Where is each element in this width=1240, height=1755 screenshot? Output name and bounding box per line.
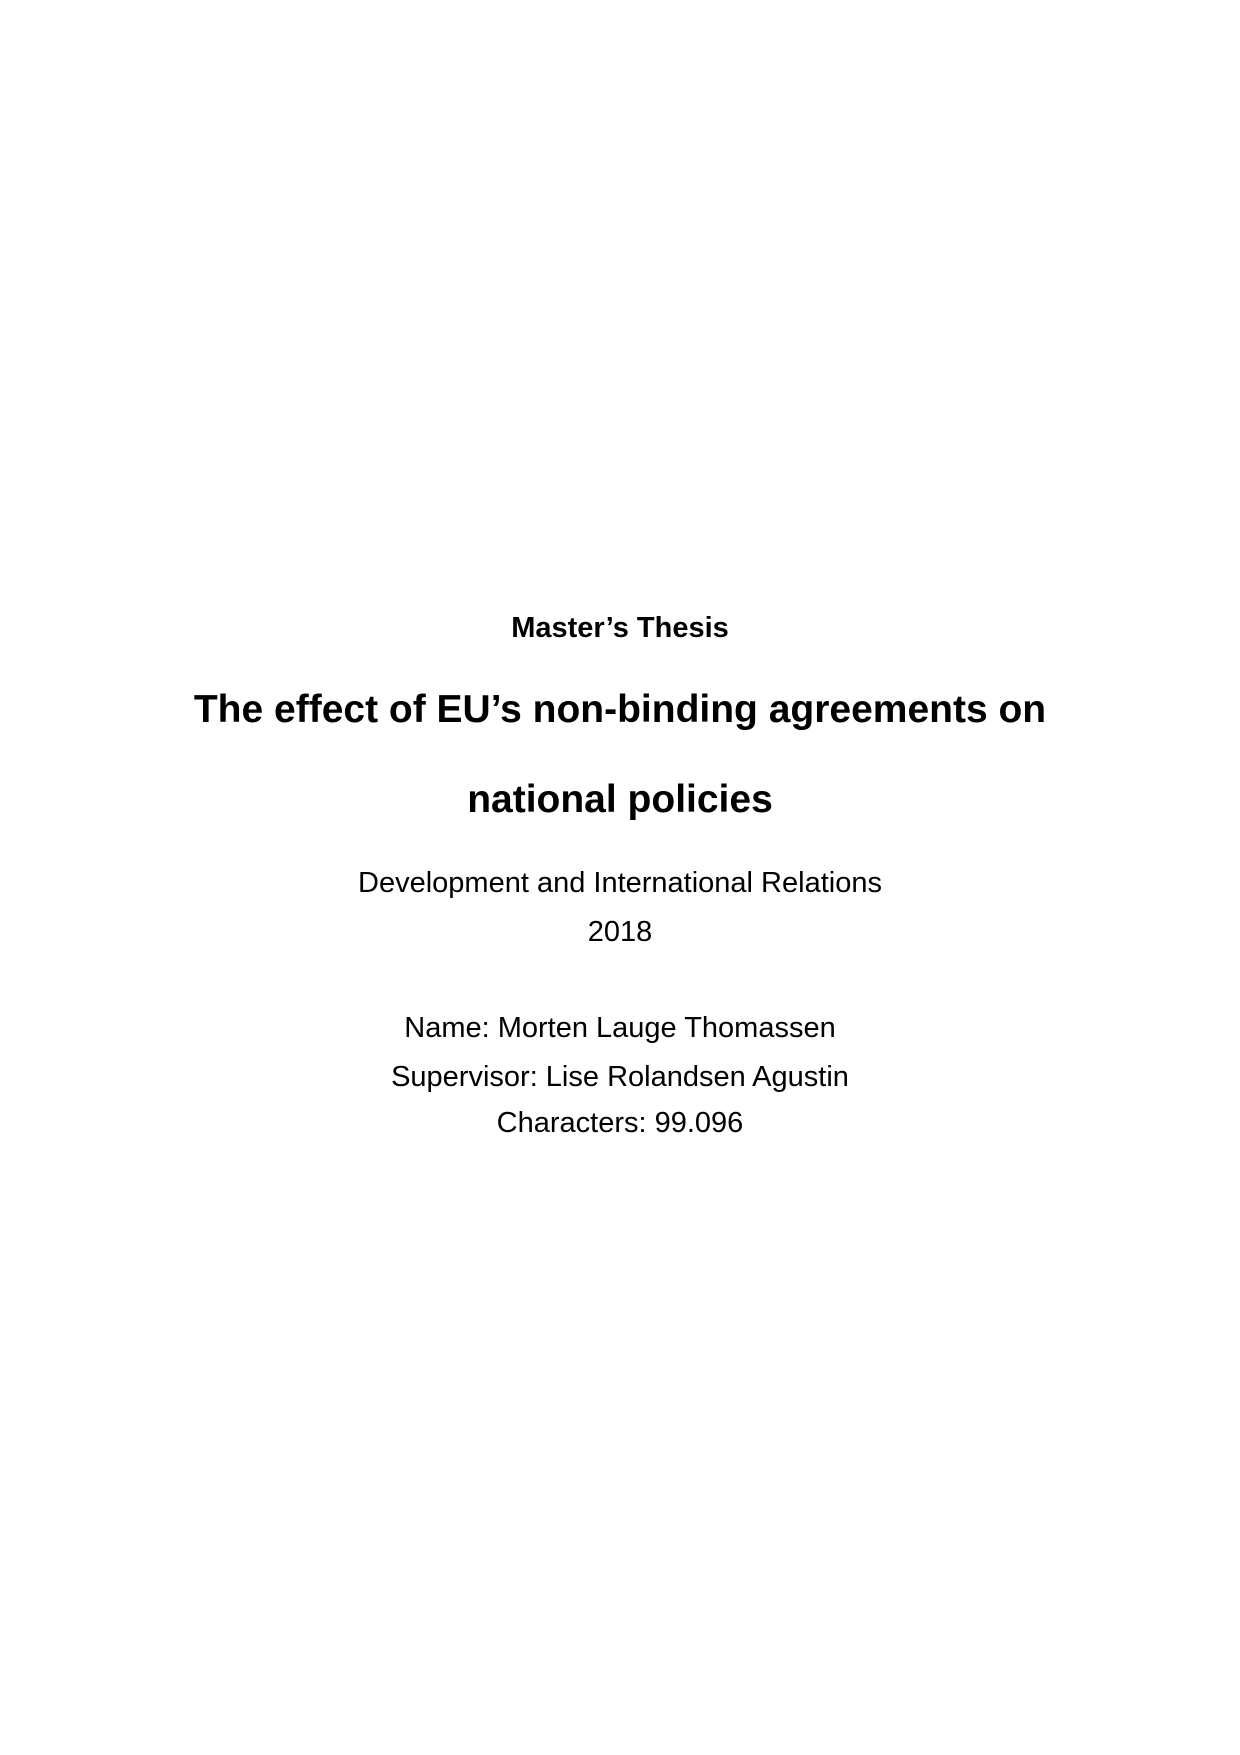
thesis-title-line-2: national policies bbox=[467, 778, 773, 821]
thesis-type-label: Master’s Thesis bbox=[511, 612, 729, 644]
year: 2018 bbox=[587, 916, 653, 948]
program-name: Development and International Relations bbox=[358, 867, 882, 899]
author-line: Name: Morten Lauge Thomassen bbox=[404, 1012, 836, 1044]
supervisor-line: Supervisor: Lise Rolandsen Agustin bbox=[391, 1061, 849, 1093]
character-count-line: Characters: 99.096 bbox=[496, 1107, 744, 1139]
thesis-title-line-1: The effect of EU’s non-binding agreements on bbox=[193, 688, 1047, 731]
